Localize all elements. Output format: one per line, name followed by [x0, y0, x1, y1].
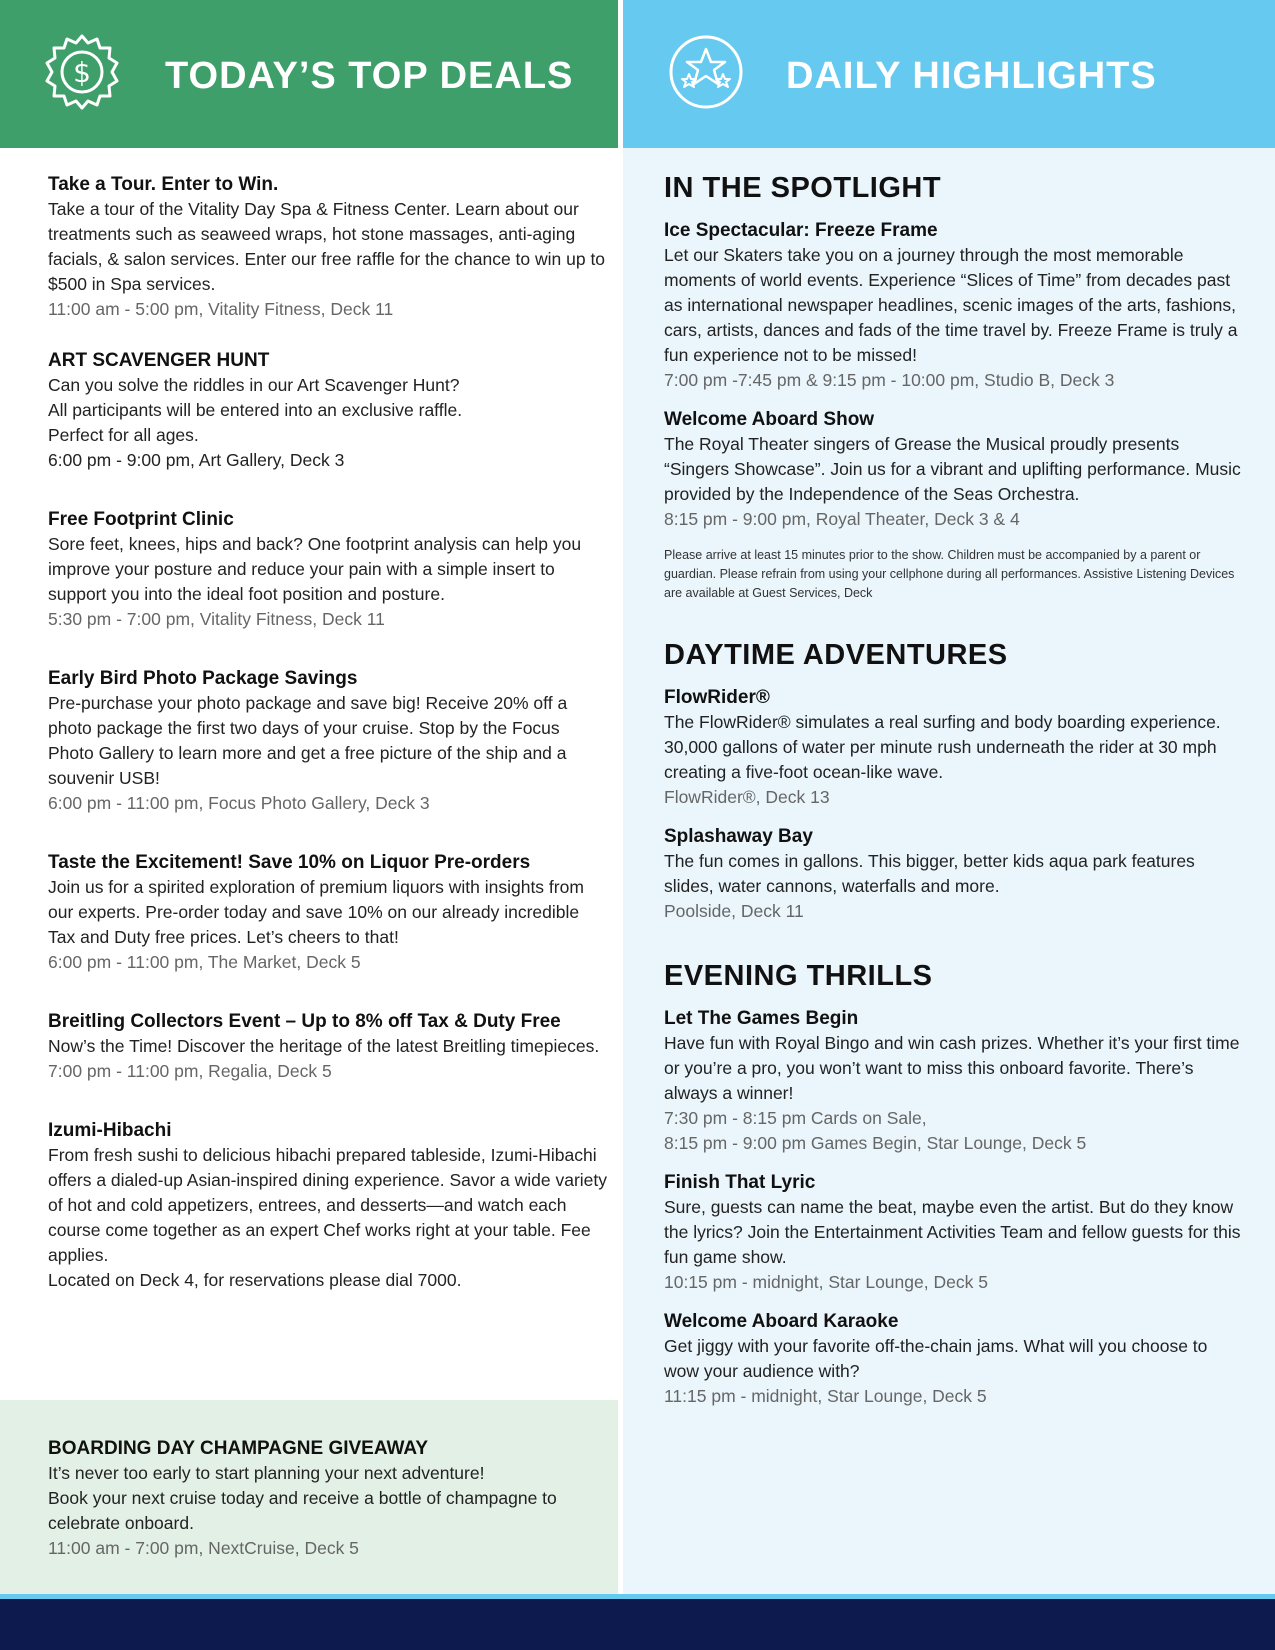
deal-time: 11:00 am - 5:00 pm, Vitality Fitness, Deck 11	[48, 299, 394, 319]
highlight-time: Poolside, Deck 11	[664, 901, 804, 921]
top-deals-title: TODAY’S TOP DEALS	[165, 55, 574, 97]
highlight-time: 8:15 pm - 9:00 pm, Royal Theater, Deck 3 & 4	[664, 509, 1020, 529]
highlight-description: Let our Skaters take you on a journey through the most memorable moments of world events. Experience “Slices of Time” from decades past as international newspaper headlines, scenic images of the arts, fashions, cars, artists, dances and fads of the time travel by. Freeze Frame is truly a fun experience not to be missed!	[664, 245, 1238, 365]
highlight-description: Have fun with Royal Bingo and win cash prizes. Whether it’s your first time or you’re a pro, you won’t want to miss this onboard favorite. There’s always a winner!	[664, 1033, 1240, 1103]
deal-title: Breitling Collectors Event – Up to 8% off Tax & Duty Free	[48, 1011, 561, 1032]
highlight-description: The FlowRider® simulates a real surfing and body boarding experience. 30,000 gallons of water per minute rush underneath the rider at 30 mph creating a five-foot ocean-like wave.	[664, 712, 1221, 782]
deal-time: 6:00 pm - 11:00 pm, The Market, Deck 5	[48, 952, 361, 972]
deal-item	[48, 348, 608, 473]
deal-item	[48, 850, 608, 975]
dollar-badge-icon	[44, 34, 120, 115]
deal-description: Can you solve the riddles in our Art Scavenger Hunt? All participants will be entered into an exclusive raffle. Perfect for all ages.	[48, 375, 463, 445]
deal-description: Take a tour of the Vitality Day Spa & Fitness Center. Learn about our treatments such as seaweed wraps, hot stone massages, anti-aging facials, & salon services. Enter our free raffle for the chance to win up to $500 in Spa services.	[48, 199, 606, 294]
highlight-time: 7:30 pm - 8:15 pm Cards on Sale, 8:15 pm - 9:00 pm Games Begin, Star Lounge, Deck 5	[664, 1108, 1087, 1153]
deal-description: Join us for a spirited exploration of premium liquors with insights from our experts. Pre-order today and save 10% on our already incredible Tax and Duty free prices. Let’s cheers to that!	[48, 877, 584, 947]
spotlight-section	[664, 170, 1244, 603]
deal-time: 6:00 pm - 11:00 pm, Focus Photo Gallery, Deck 3	[48, 793, 430, 813]
highlight-item	[664, 1170, 1244, 1295]
evening-heading: EVENING THRILLS	[664, 960, 933, 992]
deal-description: Pre-purchase your photo package and save big! Receive 20% off a photo package the first two days of your cruise. Stop by the Focus Photo Gallery to learn more and get a free picture of the ship and a souvenir USB!	[48, 693, 568, 788]
evening-section	[664, 958, 1244, 1409]
promo-title: BOARDING DAY CHAMPAGNE GIVEAWAY	[48, 1438, 429, 1459]
daytime-heading: DAYTIME ADVENTURES	[664, 639, 1008, 671]
highlight-description: The Royal Theater singers of Grease the Musical proudly presents “Singers Showcase”. Join us for a vibrant and uplifting performance. Music provided by the Independence of the Seas Orchestra.	[664, 434, 1241, 504]
stars-circle-icon	[668, 34, 744, 115]
deal-item	[48, 1118, 608, 1293]
highlight-item	[664, 1006, 1244, 1156]
spotlight-heading: IN THE SPOTLIGHT	[664, 172, 942, 204]
highlight-item	[664, 407, 1244, 532]
promo-time: 11:00 am - 7:00 pm, NextCruise, Deck 5	[48, 1538, 359, 1558]
champagne-promo-box	[0, 1400, 618, 1594]
highlights-list	[664, 170, 1244, 1443]
deal-title: ART SCAVENGER HUNT	[48, 350, 270, 371]
deal-title: Free Footprint Clinic	[48, 509, 234, 530]
highlight-item	[664, 218, 1244, 393]
highlight-time: 11:15 pm - midnight, Star Lounge, Deck 5	[664, 1386, 987, 1406]
deal-description: Sore feet, knees, hips and back? One footprint analysis can help you improve your posture and reduce your pain with a simple insert to support you into the ideal foot position and posture.	[48, 534, 582, 604]
daily-highlights-header	[623, 0, 1275, 148]
highlight-description: Sure, guests can name the beat, maybe even the artist. But do they know the lyrics? Join the Entertainment Activities Team and fellow guests for this fun game show.	[664, 1197, 1241, 1267]
deal-item	[48, 172, 608, 322]
deal-title: Izumi-Hibachi	[48, 1120, 172, 1141]
show-fine-print: Please arrive at least 15 minutes prior to the show. Children must be accompanied by a parent or guardian. Please refrain from using your cellphone during all performances. Assistive Listening Devices are available at Guest Services, Deck	[664, 548, 1235, 600]
highlight-title: Welcome Aboard Karaoke	[664, 1311, 899, 1332]
highlight-item	[664, 685, 1244, 810]
deal-description: Now’s the Time! Discover the heritage of the latest Breitling timepieces.	[48, 1036, 600, 1056]
daily-highlights-title: DAILY HIGHLIGHTS	[786, 55, 1157, 97]
deal-item	[48, 1009, 608, 1084]
deal-title: Taste the Excitement! Save 10% on Liquor Pre-orders	[48, 852, 531, 873]
deal-item	[48, 666, 608, 816]
deal-time: 6:00 pm - 9:00 pm, Art Gallery, Deck 3	[48, 450, 345, 470]
deal-description: From fresh sushi to delicious hibachi prepared tableside, Izumi-Hibachi offers a dialed-up Asian-inspired dining experience. Savor a wide variety of hot and cold appetizers, entrees, and desserts—and watch each course come together as an expert Chef works right at your table. Fee applies. Located on Deck 4, for reservations please dial 7000.	[48, 1145, 608, 1290]
top-deals-header	[0, 0, 618, 148]
deal-title: Take a Tour. Enter to Win.	[48, 174, 279, 195]
highlight-item	[664, 824, 1244, 924]
svg-text:$: $	[73, 56, 91, 89]
footer-accent-line	[0, 1594, 1275, 1599]
highlight-title: Welcome Aboard Show	[664, 409, 875, 430]
column-divider	[618, 0, 623, 1594]
highlight-title: Ice Spectacular: Freeze Frame	[664, 220, 938, 241]
highlight-title: Let The Games Begin	[664, 1008, 859, 1029]
daytime-section	[664, 637, 1244, 924]
highlight-time: 7:00 pm -7:45 pm & 9:15 pm - 10:00 pm, Studio B, Deck 3	[664, 370, 1115, 390]
highlight-time: 10:15 pm - midnight, Star Lounge, Deck 5	[664, 1272, 988, 1292]
highlight-description: Get jiggy with your favorite off-the-chain jams. What will you choose to wow your audience with?	[664, 1336, 1208, 1381]
deal-title: Early Bird Photo Package Savings	[48, 668, 358, 689]
deal-time: 7:00 pm - 11:00 pm, Regalia, Deck 5	[48, 1061, 332, 1081]
highlight-item	[664, 1309, 1244, 1409]
highlight-time: FlowRider®, Deck 13	[664, 787, 830, 807]
highlight-description: The fun comes in gallons. This bigger, better kids aqua park features slides, water cannons, waterfalls and more.	[664, 851, 1195, 896]
promo-description: It’s never too early to start planning your next adventure! Book your next cruise today and receive a bottle of champagne to celebrate onboard.	[48, 1463, 557, 1533]
highlight-title: FlowRider®	[664, 687, 770, 708]
highlight-title: Finish That Lyric	[664, 1172, 816, 1193]
deal-item	[48, 507, 608, 632]
highlight-title: Splashaway Bay	[664, 826, 813, 847]
deals-list	[48, 172, 608, 1319]
deal-time: 5:30 pm - 7:00 pm, Vitality Fitness, Deck 11	[48, 609, 385, 629]
footer-bar	[0, 1594, 1275, 1650]
